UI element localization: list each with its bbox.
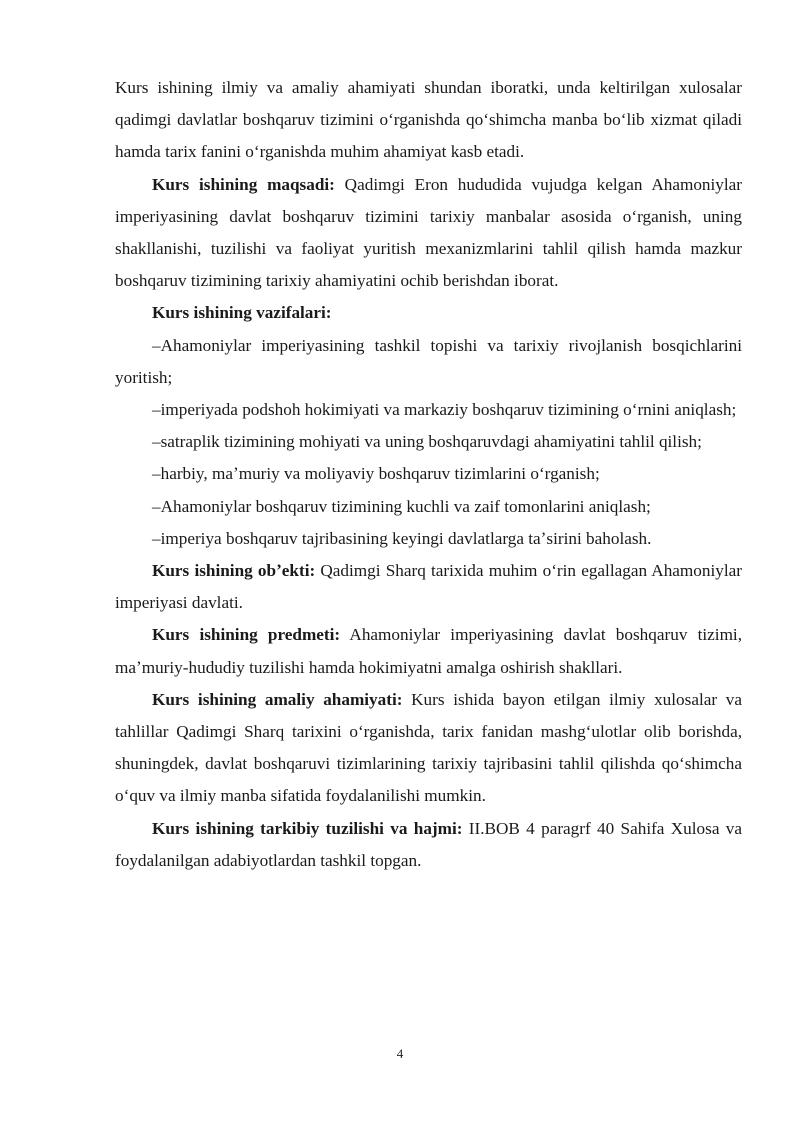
structure-label: Kurs ishining tarkibiy tuzilishi va hajmi: (152, 818, 463, 838)
structure-text: II.BOB 4 paragrf 40 Sahifa Xulosa va foydalanilgan adabiyotlardan tashkil topgan. (115, 818, 742, 870)
task-item: –Ahamoniylar boshqaruv tizimining kuchli va zaif tomonlarini aniqlash; (152, 496, 651, 516)
practical-text: Kurs ishida bayon etilgan ilmiy xulosalar va tahlillar Qadimgi Sharq tarixini oʻrganishda, tarix fanidan mashgʻulotlar olib borishda, shuningdek, davlat boshqaruvi tizimlarining tarixiy tajribasini tahlil qilishda qoʻshimcha oʻquv va ilmiy manba sifatida foydalanilishi mumkin. (115, 689, 742, 806)
structure-paragraph (115, 813, 742, 877)
task-item: –imperiya boshqaruv tajribasining keyingi davlatlarga taʼsirini baholash. (152, 528, 652, 548)
task-item: –imperiyada podshoh hokimiyati va markaziy boshqaruv tizimining oʻrnini aniqlash; (152, 400, 737, 420)
aim-paragraph (115, 169, 742, 298)
subject-label: Kurs ishining predmeti: (152, 625, 341, 645)
page-number: 4 (396, 1046, 404, 1061)
intro-paragraph: Kurs ishining ilmiy va amaliy ahamiyati shundan iboratki, unda keltirilgan xulosalar qadimgi davlatlar boshqaruv tizimini oʻrganishda qoʻshimcha manba boʻlib xizmat qiladi hamda tarix fanini oʻrganishda muhim ahamiyat kasb etadi. (115, 78, 742, 162)
task-item: –satraplik tizimining mohiyati va uning boshqaruvdagi ahamiyatini tahlil qilish; (152, 432, 702, 452)
subject-paragraph (115, 619, 742, 683)
object-paragraph (115, 555, 742, 619)
object-text: Qadimgi Sharq tarixida muhim oʻrin egallagan Ahamoniylar imperiyasi davlati. (115, 561, 742, 613)
object-label: Kurs ishining obʼekti: (152, 561, 316, 581)
subject-text: Ahamoniylar imperiyasining davlat boshqaruv tizimi, maʼmuriy-hududiy tuzilishi hamda hokimiyatni amalga oshirish shakllari. (115, 625, 743, 677)
document-page (115, 72, 742, 877)
tasks-label: Kurs ishining vazifalari: (152, 303, 332, 323)
task-item: –Ahamoniylar imperiyasining tashkil topishi va tarixiy rivojlanish bosqichlarini yoritish; (115, 335, 742, 387)
practical-paragraph (115, 684, 742, 813)
tasks-heading (115, 297, 742, 329)
aim-label: Kurs ishining maqsadi: (152, 174, 335, 194)
task-item: –harbiy, maʼmuriy va moliyaviy boshqaruv tizimlarini oʻrganish; (152, 464, 600, 484)
practical-label: Kurs ishining amaliy ahamiyati: (152, 689, 403, 709)
aim-text: Qadimgi Eron hududida vujudga kelgan Ahamoniylar imperiyasining davlat boshqaruv tizimini tarixiy manbalar asosida oʻrganish, uning shakllanishi, tuzilishi va faoliyat yuritish mexanizmlarini tahlil qilish hamda mazkur boshqaruv tizimining tarixiy ahamiyatini ochib berishdan iborat. (115, 174, 743, 291)
